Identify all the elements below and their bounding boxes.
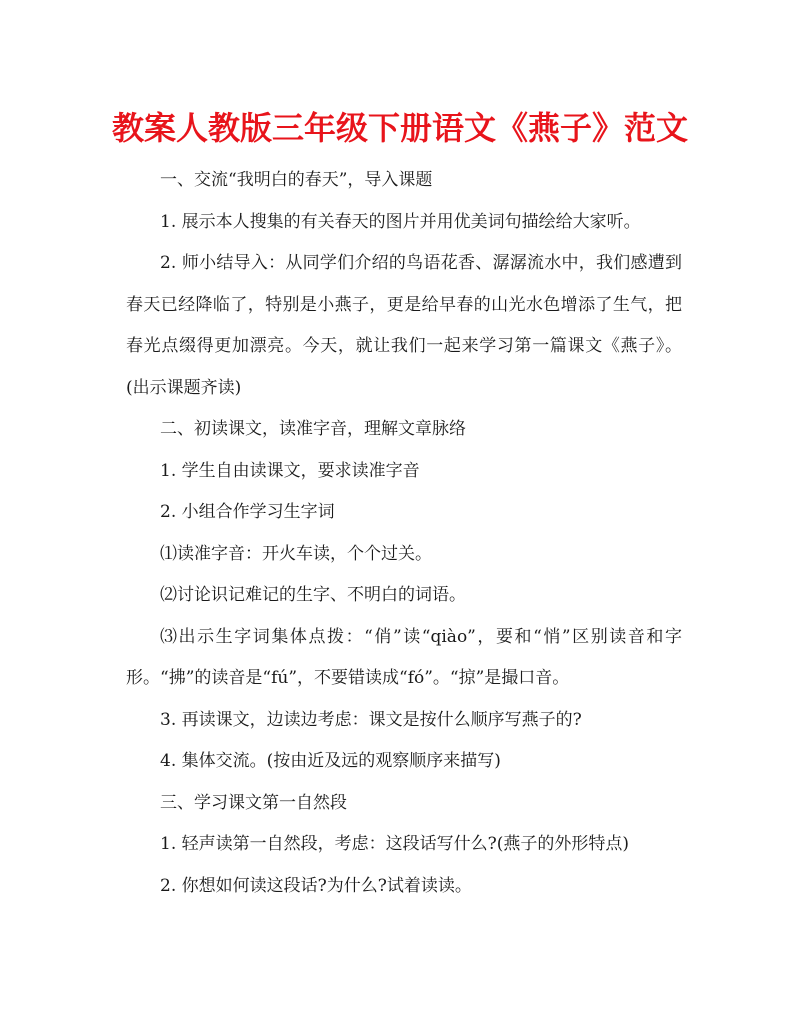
document-body xyxy=(126,160,682,907)
section-heading-2: 二、初读课文，读准字音，理解文章脉络 xyxy=(160,419,466,439)
paragraph: ⑵讨论识记难记的生字、不明白的词语。 xyxy=(160,585,466,605)
paragraph: ⑴读准字音：开火车读，个个过关。 xyxy=(160,543,432,564)
paragraph: 2. 小组合作学习生字词 xyxy=(160,502,335,522)
paragraph: 2. 你想如何读这段话?为什么?试着读读。 xyxy=(160,875,472,896)
paragraph: 4. 集体交流。(按由近及远的观察顺序来描写) xyxy=(160,751,501,771)
paragraph: 1. 学生自由读课文，要求读准字音 xyxy=(160,460,420,481)
paragraph: 1. 轻声读第一自然段，考虑：这段话写什么?(燕子的外形特点) xyxy=(160,834,630,854)
paragraph: 3. 再读课文，边读边考虑：课文是按什么顺序写燕子的? xyxy=(160,709,582,730)
section-heading-1: 一、交流“我明白的春天”，导入课题 xyxy=(160,170,433,190)
paragraph: 2. 师小结导入：从同学们介绍的鸟语花香、潺潺流水中，我们感遭到春天已经降临了，特别是小燕子，更是给早春的山光水色增添了生气，把春光点缀得更加漂亮。今天，就让我们一起来学习第一篇课文《燕子》。(出示课题齐读) xyxy=(126,253,682,398)
paragraph: ⑶出示生字词集体点拨：“俏”读“qiào”，要和“悄”区别读音和字形。“拂”的读音是“fú”，不要错读成“fó”。“掠”是撮口音。 xyxy=(126,626,682,688)
paragraph: 1. 展示本人搜集的有关春天的图片并用优美词句描绘给大家听。 xyxy=(160,211,641,232)
document-title: 教案人教版三年级下册语文《燕子》范文 xyxy=(111,109,688,147)
section-heading-3: 三、学习课文第一自然段 xyxy=(160,792,347,813)
